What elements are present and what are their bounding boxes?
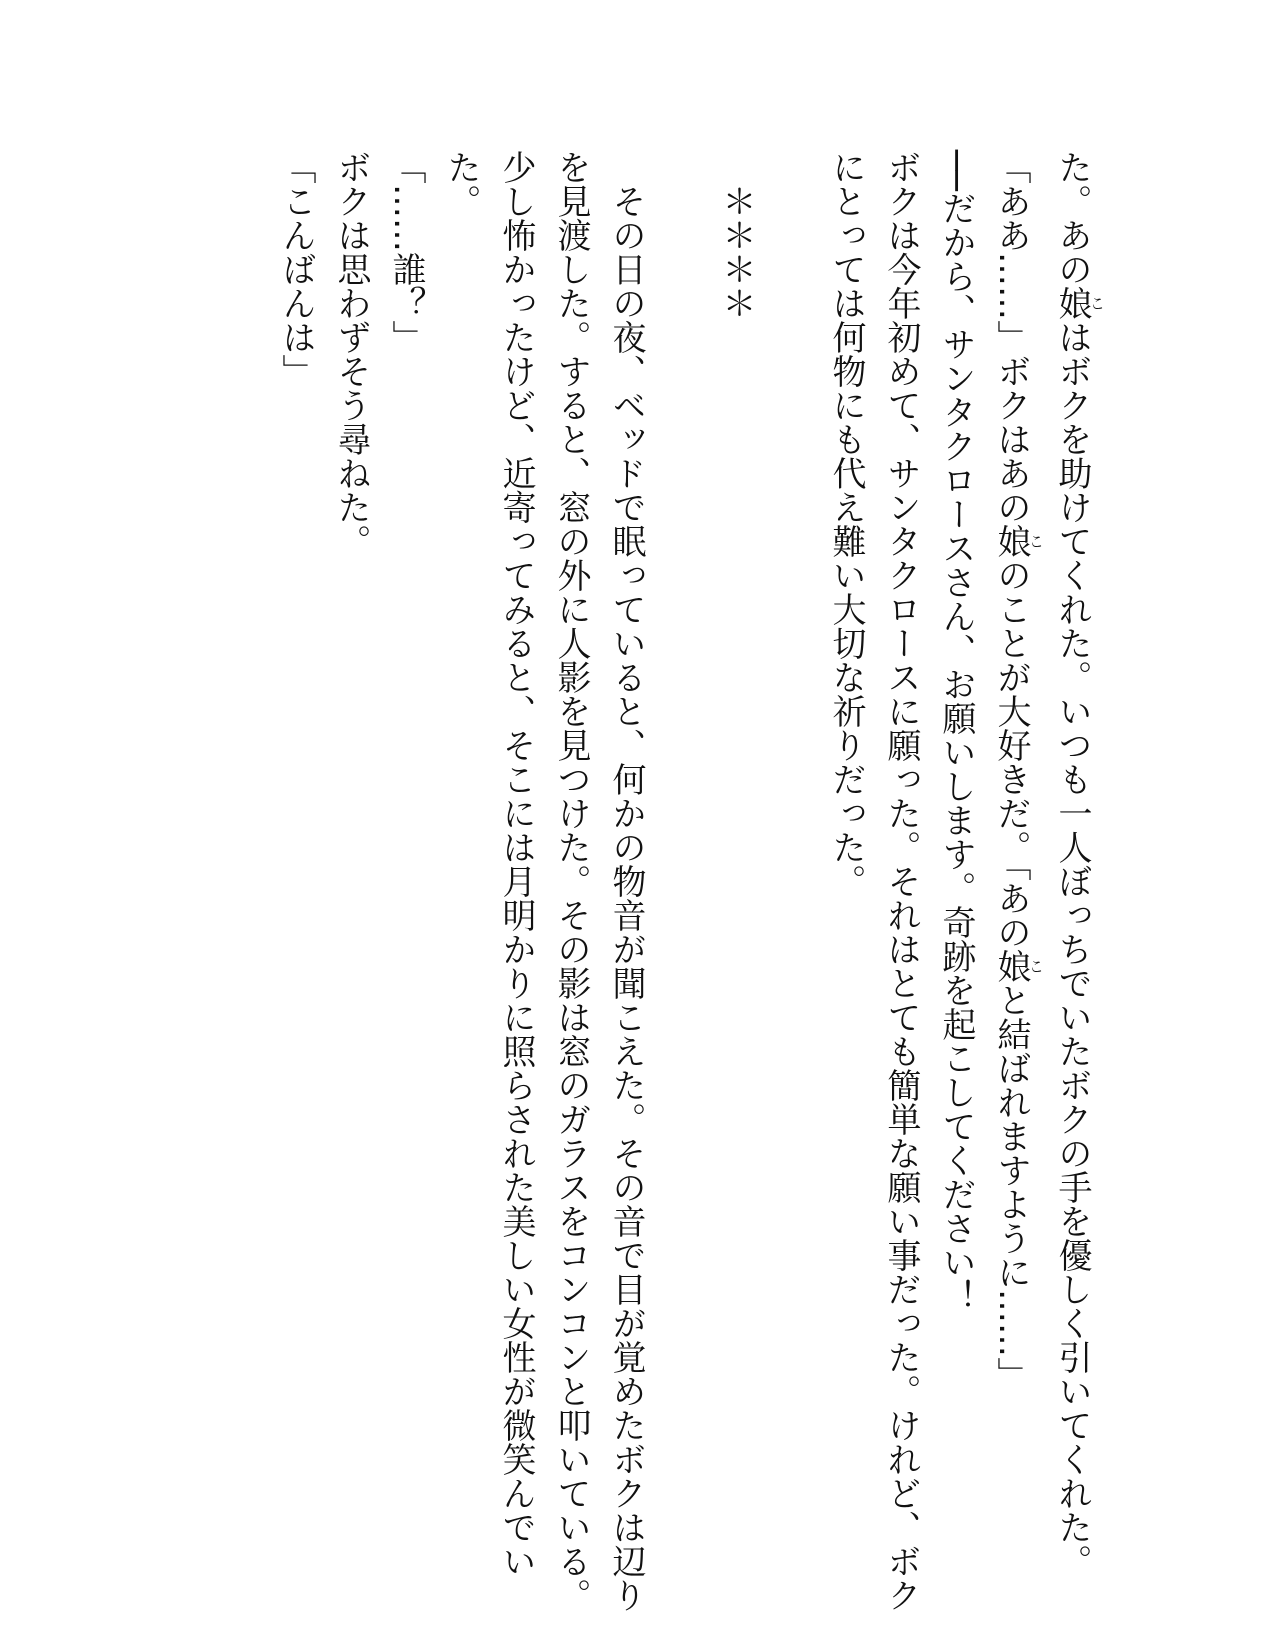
text-line-3: ──だから、サンタクロースさん、お願いします。奇跡を起こしてください！ [936,150,976,1313]
text-line-1: た。あの娘こはボクを助けてくれた。いつも一人ぼっちでいたボクの手を優しく引いてくれた。 [1052,150,1106,1578]
ruby-musume: 娘こ [1052,286,1106,320]
text-line-8: 少し怖かったけど、近寄ってみると、そこには月明かりに照らされた美しい女性が微笑んでい [496,150,536,1578]
text-line-9: た。 [441,150,481,218]
text-line-6: その日の夜、ベッドで眠っていると、何かの物音が聞こえた。その音で目が覚めたボクは辺り [606,184,646,1612]
blank-line [653,150,708,1450]
text-line-5: にとっては何物にも代え難い大切な祈りだった。 [826,150,866,898]
blank-line [763,150,818,1450]
text-line-7: を見渡した。すると、窓の外に人影を見つけた。その影は窓のガラスをコンコンと叩いている。 [551,150,591,1612]
ruby-reading: こ [1027,949,1045,983]
ruby-reading: こ [1027,524,1045,558]
text-line-10: 「……誰？」 [386,150,426,354]
ruby-reading: こ [1088,286,1106,320]
text-line-2: 「ああ……」ボクはあの娘このことが大好きだ。「あの娘こと結ばれますように……」 [991,150,1045,1391]
text-line-12: 「こんばんは」 [276,150,316,388]
section-separator: ＊＊＊＊ [716,184,756,320]
ruby-musume: 娘こ [991,949,1045,983]
vertical-text-body [268,150,1106,1612]
ruby-musume: 娘こ [991,524,1045,558]
text-line-4: ボクは今年初めて、サンタクロースに願った。それはとても簡単な願い事だった。けれど、ボク [881,150,921,1612]
text-line-11: ボクは思わずそう尋ねた。 [331,150,371,558]
